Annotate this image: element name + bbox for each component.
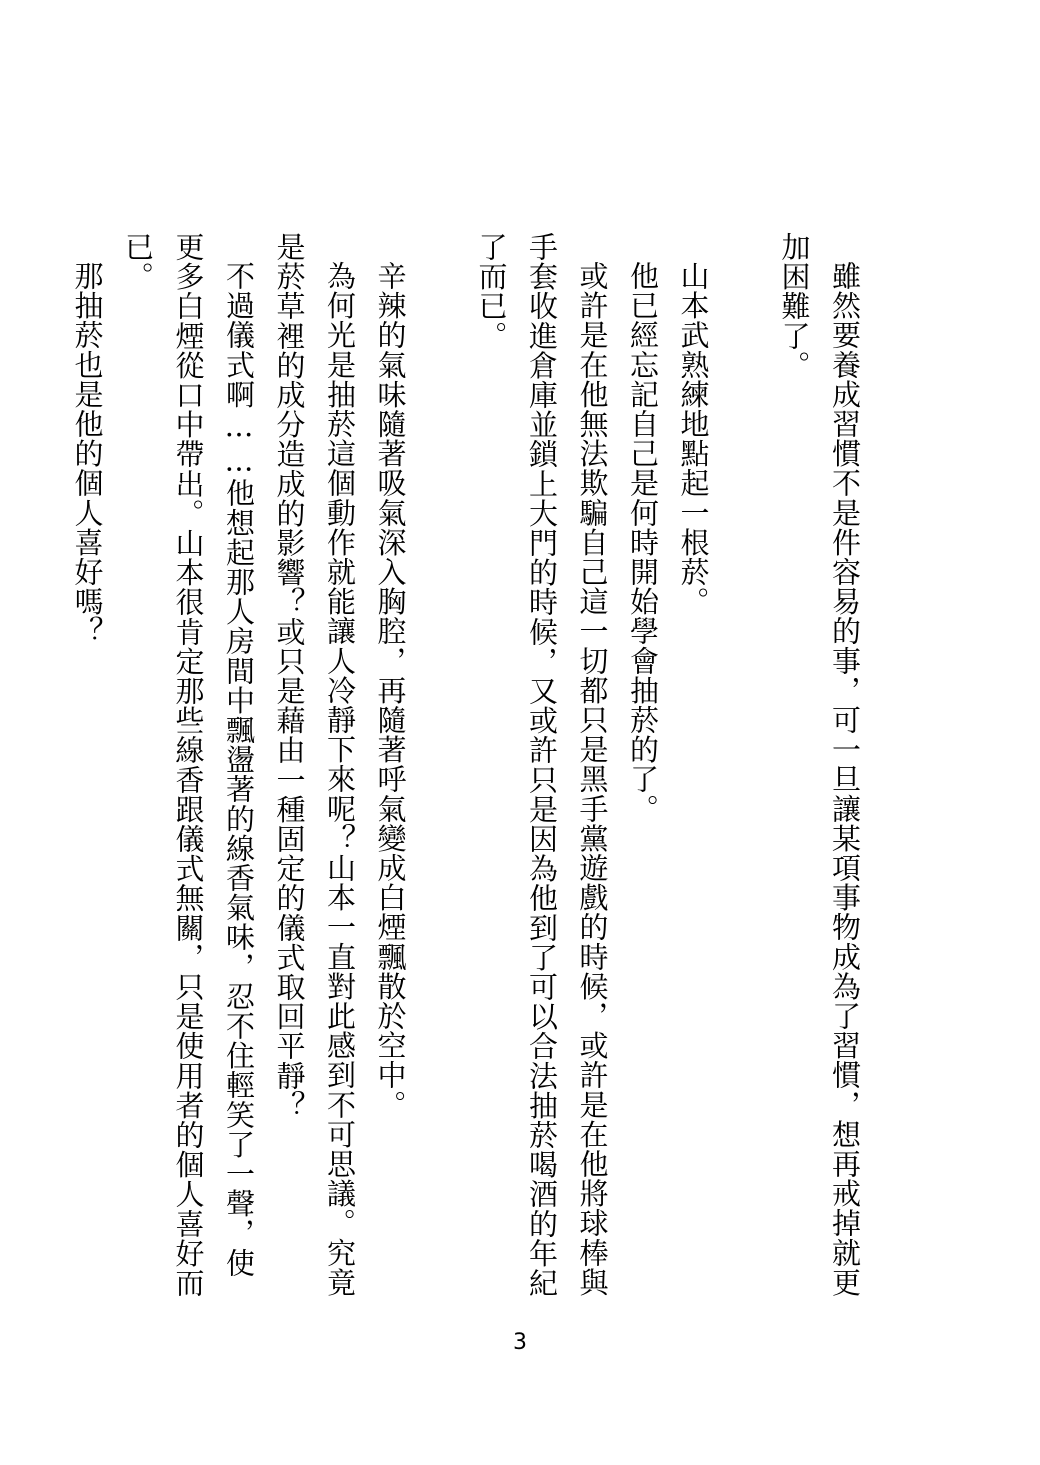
paragraph-7: 不過儀式啊……他想起那人房間中飄盪著的線香氣味，忍不住輕笑了一聲，使更多白煙從口中帶出。山本很肯定那些線香跟儀式無關，只是使用者的個人喜好而已。 xyxy=(121,232,256,1298)
paragraph-3: 他已經忘記自己是何時開始學會抽菸的了。 xyxy=(626,261,660,824)
page-number: 3 xyxy=(513,1330,527,1355)
paragraph-2: 山本武熟練地點起一根菸。 xyxy=(676,261,711,617)
paragraph-1: 雖然要養成習慣不是件容易的事，可一旦讓某項事物成為了習慣，想再戒掉就更加困難了。 xyxy=(777,232,862,1297)
paragraph-5: 辛辣的氣味隨著吸氣深入胸腔，再隨著呼氣變成白煙飄散於空中。 xyxy=(373,261,408,1120)
paragraph-6: 為何光是抽菸這個動作就能讓人冷靜下來呢？山本一直對此感到不可思議。究竟是菸草裡的成分造成的影響？或只是藉由一種固定的儀式取回平靜？ xyxy=(272,232,357,1297)
vertical-text-body xyxy=(70,232,870,1302)
paragraph-break xyxy=(719,232,770,1302)
paragraph-4: 或許是在他無法欺騙自己這一切都只是黑手黨遊戲的時候，或許是在他將球棒與手套收進倉庫並鎖上大門的時候，又或許只是因為他到了可以合法抽菸喝酒的年紀了而已。 xyxy=(474,232,610,1298)
paragraph-break xyxy=(416,232,467,1302)
paragraph-8: 那抽菸也是他的個人喜好嗎？ xyxy=(70,261,105,646)
